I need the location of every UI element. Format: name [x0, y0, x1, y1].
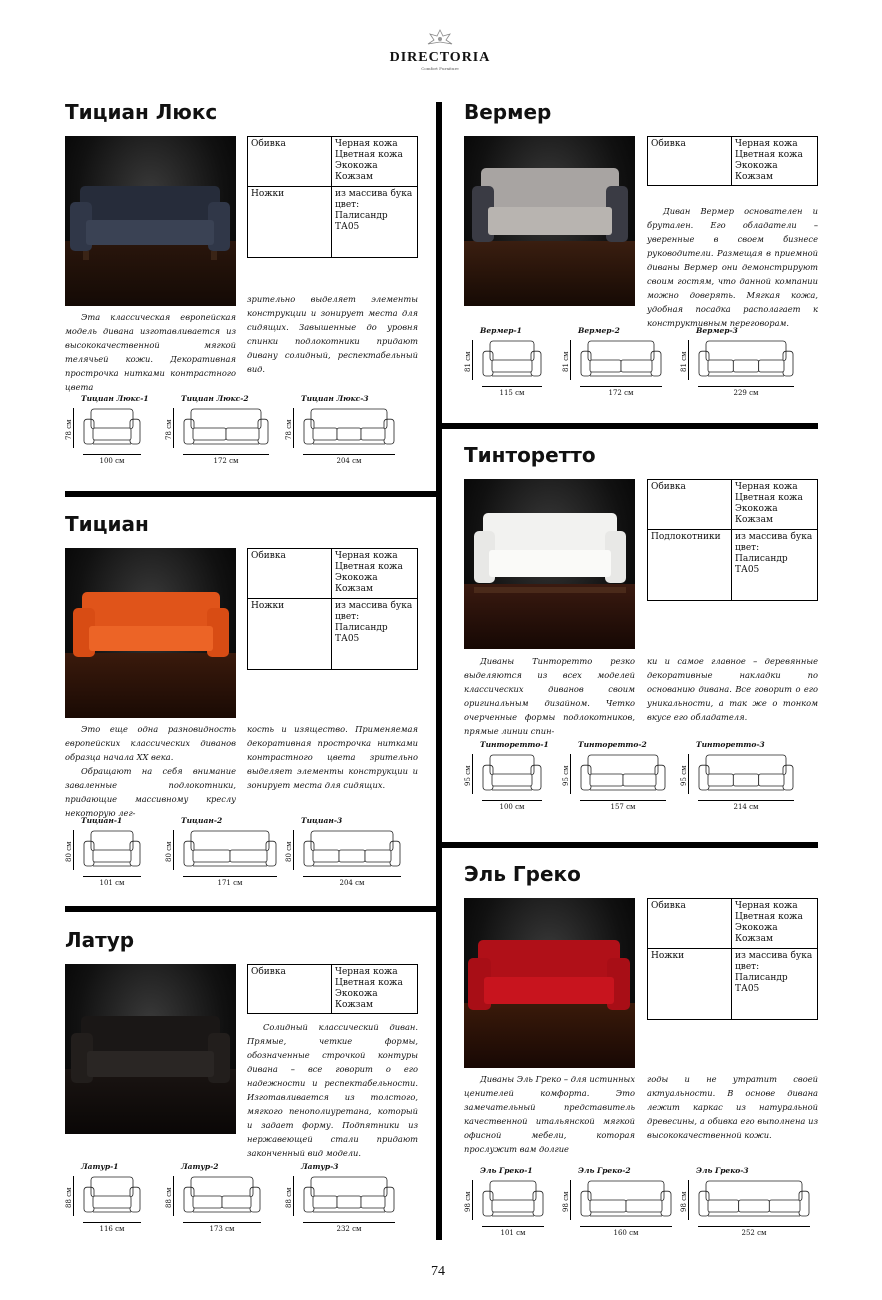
dimension-diagram — [285, 394, 401, 472]
model-label: Тициан Люкс-1 — [81, 394, 149, 403]
height-line — [73, 830, 74, 870]
sofa-outline-icon — [303, 830, 401, 870]
spec-value-armrests: из массива бука цвет: Палисандр ТА05 — [732, 530, 818, 601]
width-line — [303, 1222, 395, 1223]
width-value: 204 см — [339, 879, 365, 887]
model-label: Латур-2 — [181, 1162, 219, 1171]
sofa-outline-icon — [303, 408, 395, 448]
divider-left-1 — [65, 491, 442, 497]
width-value: 100 см — [499, 803, 525, 811]
height-line — [688, 340, 689, 380]
width-line — [698, 1226, 810, 1227]
height-line — [173, 1176, 174, 1216]
description-tiziano-col1a: Это еще одна разновидность европейских классических диванов образца начала XX века. — [65, 724, 236, 762]
model-label: Тинторетто-1 — [480, 740, 549, 749]
height-value: 98 см — [680, 1191, 688, 1212]
sofa-outline-icon — [580, 754, 666, 794]
spec-table-tiziano-lux — [247, 136, 418, 258]
dimension-diagram — [285, 1162, 401, 1240]
height-value: 78 см — [285, 419, 293, 440]
sofa-outline-icon — [698, 1180, 810, 1220]
spec-value-upholstery: Черная кожа Цветная кожа Экокожа Кожзам — [732, 137, 818, 186]
width-line — [303, 876, 401, 877]
sofa-outline-icon — [482, 754, 542, 794]
model-label: Эль Греко-1 — [480, 1166, 533, 1175]
crest-icon — [420, 28, 460, 50]
dimension-diagram — [562, 1166, 678, 1244]
spec-value-legs: из массива бука цвет: Палисандр ТА05 — [732, 949, 818, 1020]
height-value: 95 см — [562, 765, 570, 786]
model-label: Тициан-1 — [81, 816, 123, 825]
width-line — [183, 1222, 261, 1223]
brand-logo — [380, 28, 500, 78]
sofa-outline-icon — [482, 1180, 544, 1220]
section-title-tiziano-lux: Тициан Люкс — [65, 100, 218, 124]
dimension-diagram — [285, 816, 407, 894]
height-value: 78 см — [65, 419, 73, 440]
model-label: Тинторетто-2 — [578, 740, 647, 749]
dimension-diagram — [464, 1166, 550, 1244]
product-photo-vermeer — [464, 136, 635, 306]
width-value: 214 см — [733, 803, 759, 811]
width-value: 173 см — [209, 1225, 235, 1233]
product-photo-tiziano-lux — [65, 136, 236, 306]
width-line — [83, 876, 141, 877]
model-label: Тициан-2 — [181, 816, 223, 825]
spec-table-latour — [247, 964, 418, 1014]
spec-key-legs: Ножки — [248, 599, 332, 670]
width-line — [482, 386, 542, 387]
description-tiziano-lux-col1: Эта классическая европейская модель дивана изготавливается из высококачественной мягкой телячьей кожи. Декоративная прострочка нитками контрастного цвета — [65, 312, 236, 392]
dimension-diagram — [562, 326, 668, 404]
sofa-outline-icon — [183, 1176, 261, 1216]
sofa-outline-icon — [83, 408, 141, 448]
height-line — [570, 754, 571, 794]
width-line — [698, 386, 794, 387]
width-line — [580, 800, 666, 801]
height-line — [688, 1180, 689, 1220]
spec-value-upholstery: Черная кожа Цветная кожа Экокожа Кожзам — [332, 965, 418, 1014]
dimension-diagram — [165, 394, 275, 472]
brand-name: DIRECTORIA — [389, 50, 491, 65]
sofa-outline-icon — [83, 1176, 141, 1216]
description-tintoretto-col2: ки и самое главное – деревянные декоративные накладки по основанию дивана. Все говорит о его уникальности, а так же о тонком вкусе его обладателя. — [647, 656, 818, 722]
dimension-diagram — [165, 1162, 267, 1240]
height-value: 80 см — [65, 841, 73, 862]
model-label: Эль Греко-3 — [696, 1166, 749, 1175]
spec-key-upholstery: Обивка — [648, 480, 732, 530]
section-title-tiziano: Тициан — [65, 512, 149, 536]
height-line — [73, 1176, 74, 1216]
description-latour: Солидный классический диван. Прямые, четкие формы, обозначенные строчкой контуры дивана – все говорит о его надежности и респектабельности. Изготавливается из толстого, мягкого пенополиуретана, который и задает форму. Подпятники из нержавеющей стали придают законченный вид модели. — [247, 1022, 418, 1158]
dimension-diagram — [65, 1162, 147, 1240]
description-vermeer: Диван Вермер основателен и брутален. Его обладатели – уверенные в своем бизнесе руководители. Размещая в приемной диваны Вермер они демонстрируют своим гостям, что данной компании можно доверять. Мягкая кожа, удобная посадка располагает к конструктивным переговорам. — [647, 206, 818, 328]
page-number: 74 — [431, 1264, 445, 1279]
model-label: Вермер-2 — [578, 326, 620, 335]
section-title-vermeer: Вермер — [464, 100, 552, 124]
sofa-outline-icon — [698, 754, 794, 794]
spec-value-upholstery: Черная кожа Цветная кожа Экокожа Кожзам — [332, 549, 418, 599]
height-line — [570, 340, 571, 380]
height-value: 80 см — [285, 841, 293, 862]
product-photo-tintoretto — [464, 479, 635, 649]
spec-key-upholstery: Обивка — [248, 965, 332, 1014]
height-value: 95 см — [680, 765, 688, 786]
height-value: 81 см — [464, 351, 472, 372]
spec-value-upholstery: Черная кожа Цветная кожа Экокожа Кожзам — [732, 480, 818, 530]
model-label: Тициан Люкс-3 — [301, 394, 369, 403]
spec-key-upholstery: Обивка — [248, 549, 332, 599]
width-value: 116 см — [99, 1225, 125, 1233]
section-title-el-greco: Эль Греко — [464, 862, 581, 886]
width-value: 101 см — [99, 879, 125, 887]
spec-table-tintoretto — [647, 479, 818, 601]
width-value: 157 см — [610, 803, 636, 811]
spec-value-legs: из массива бука цвет: Палисандр ТА05 — [332, 187, 418, 258]
description-tintoretto-col1: Диваны Тинторетто резко выделяются из всех моделей классических диванов своим оригинальным дизайном. Четко очерченные формы подлокотников, прямые линии спин- — [464, 656, 635, 736]
spec-key-upholstery: Обивка — [648, 137, 732, 186]
spec-table-tiziano — [247, 548, 418, 670]
dimension-diagram — [65, 816, 147, 894]
height-line — [173, 830, 174, 870]
divider-right-1 — [436, 423, 818, 429]
height-value: 88 см — [285, 1187, 293, 1208]
sofa-outline-icon — [580, 1180, 672, 1220]
sofa-outline-icon — [698, 340, 794, 380]
height-value: 95 см — [464, 765, 472, 786]
sofa-outline-icon — [183, 830, 277, 870]
width-value: 101 см — [500, 1229, 526, 1237]
model-label: Латур-3 — [301, 1162, 339, 1171]
model-label: Тициан-3 — [301, 816, 343, 825]
description-el-greco-col2: годы и не утратит своей актуальности. В основе дивана лежит каркас из натуральной древесины, а обивка его выполнена из высококачественной кожи. — [647, 1074, 818, 1140]
width-value: 115 см — [499, 389, 525, 397]
vertical-divider — [436, 102, 442, 1240]
sofa-outline-icon — [580, 340, 662, 380]
dimension-diagram — [464, 326, 548, 404]
divider-right-2 — [436, 842, 818, 848]
spec-key-upholstery: Обивка — [648, 899, 732, 949]
sofa-outline-icon — [482, 340, 542, 380]
width-value: 172 см — [608, 389, 634, 397]
model-label: Тициан Люкс-2 — [181, 394, 249, 403]
description-tiziano-lux-col2: зрительно выделяет элементы конструкции и зонирует места для сидящих. Завышенные до уровня спинки подлокотники придают дивану солидный, респектабельный вид. — [247, 294, 418, 374]
width-line — [183, 454, 269, 455]
description-el-greco-col1: Диваны Эль Греко – для истинных ценителей комфорта. Это замечательный представитель качественной итальянской мягкой офисной мебели, которая прослужит вам долгие — [464, 1074, 635, 1154]
width-line — [580, 1226, 672, 1227]
width-line — [83, 1222, 141, 1223]
height-value: 88 см — [65, 1187, 73, 1208]
width-value: 171 см — [217, 879, 243, 887]
height-value: 81 см — [680, 351, 688, 372]
brand-tagline: Comfort Furniture — [421, 66, 459, 71]
dimension-diagram — [65, 394, 147, 472]
height-value: 98 см — [562, 1191, 570, 1212]
sofa-outline-icon — [183, 408, 269, 448]
sofa-outline-icon — [303, 1176, 395, 1216]
width-line — [482, 1226, 544, 1227]
height-value: 98 см — [464, 1191, 472, 1212]
spec-value-legs: из массива бука цвет: Палисандр ТА05 — [332, 599, 418, 670]
height-line — [173, 408, 174, 448]
height-value: 80 см — [165, 841, 173, 862]
height-line — [570, 1180, 571, 1220]
dimension-diagram — [562, 740, 672, 818]
spec-key-armrests: Подлокотники — [648, 530, 732, 601]
spec-key-legs: Ножки — [248, 187, 332, 258]
spec-table-vermeer — [647, 136, 818, 186]
height-value: 88 см — [165, 1187, 173, 1208]
product-photo-latour — [65, 964, 236, 1134]
dimension-diagram — [680, 740, 800, 818]
height-line — [472, 340, 473, 380]
width-line — [482, 800, 542, 801]
height-value: 78 см — [165, 419, 173, 440]
product-photo-el-greco — [464, 898, 635, 1068]
product-photo-tiziano — [65, 548, 236, 718]
dimension-diagram — [680, 326, 800, 404]
spec-key-legs: Ножки — [648, 949, 732, 1020]
width-value: 229 см — [733, 389, 759, 397]
spec-value-upholstery: Черная кожа Цветная кожа Экокожа Кожзам — [332, 137, 418, 187]
model-label: Латур-1 — [81, 1162, 119, 1171]
dimension-diagram — [680, 1166, 816, 1244]
section-title-tintoretto: Тинторетто — [464, 443, 596, 467]
width-value: 232 см — [336, 1225, 362, 1233]
width-value: 100 см — [99, 457, 125, 465]
height-line — [293, 408, 294, 448]
model-label: Вермер-3 — [696, 326, 738, 335]
height-line — [472, 1180, 473, 1220]
sofa-outline-icon — [83, 830, 141, 870]
spec-key-upholstery: Обивка — [248, 137, 332, 187]
width-line — [83, 454, 141, 455]
height-line — [293, 1176, 294, 1216]
width-line — [698, 800, 794, 801]
height-value: 81 см — [562, 351, 570, 372]
height-line — [73, 408, 74, 448]
model-label: Вермер-1 — [480, 326, 522, 335]
spec-value-upholstery: Черная кожа Цветная кожа Экокожа Кожзам — [732, 899, 818, 949]
width-value: 172 см — [213, 457, 239, 465]
spec-table-el-greco — [647, 898, 818, 1020]
width-value: 160 см — [613, 1229, 639, 1237]
width-value: 204 см — [336, 457, 362, 465]
model-label: Тинторетто-3 — [696, 740, 765, 749]
description-tiziano-col2: кость и изящество. Применяемая декоративная прострочка нитками контрастного цвета зрительно выделяет элементы конструкции и зонирует места для сидящих. — [247, 724, 418, 790]
width-line — [183, 876, 277, 877]
width-value: 252 см — [741, 1229, 767, 1237]
section-title-latour: Латур — [65, 928, 135, 952]
dimension-diagram — [165, 816, 283, 894]
divider-left-2 — [65, 906, 442, 912]
height-line — [688, 754, 689, 794]
model-label: Эль Греко-2 — [578, 1166, 631, 1175]
height-line — [472, 754, 473, 794]
width-line — [580, 386, 662, 387]
width-line — [303, 454, 395, 455]
description-tiziano-col1b: Обращают на себя внимание заваленные подлокотники, придающие массивному креслу некоторую лег- — [65, 766, 236, 818]
height-line — [293, 830, 294, 870]
dimension-diagram — [464, 740, 548, 818]
